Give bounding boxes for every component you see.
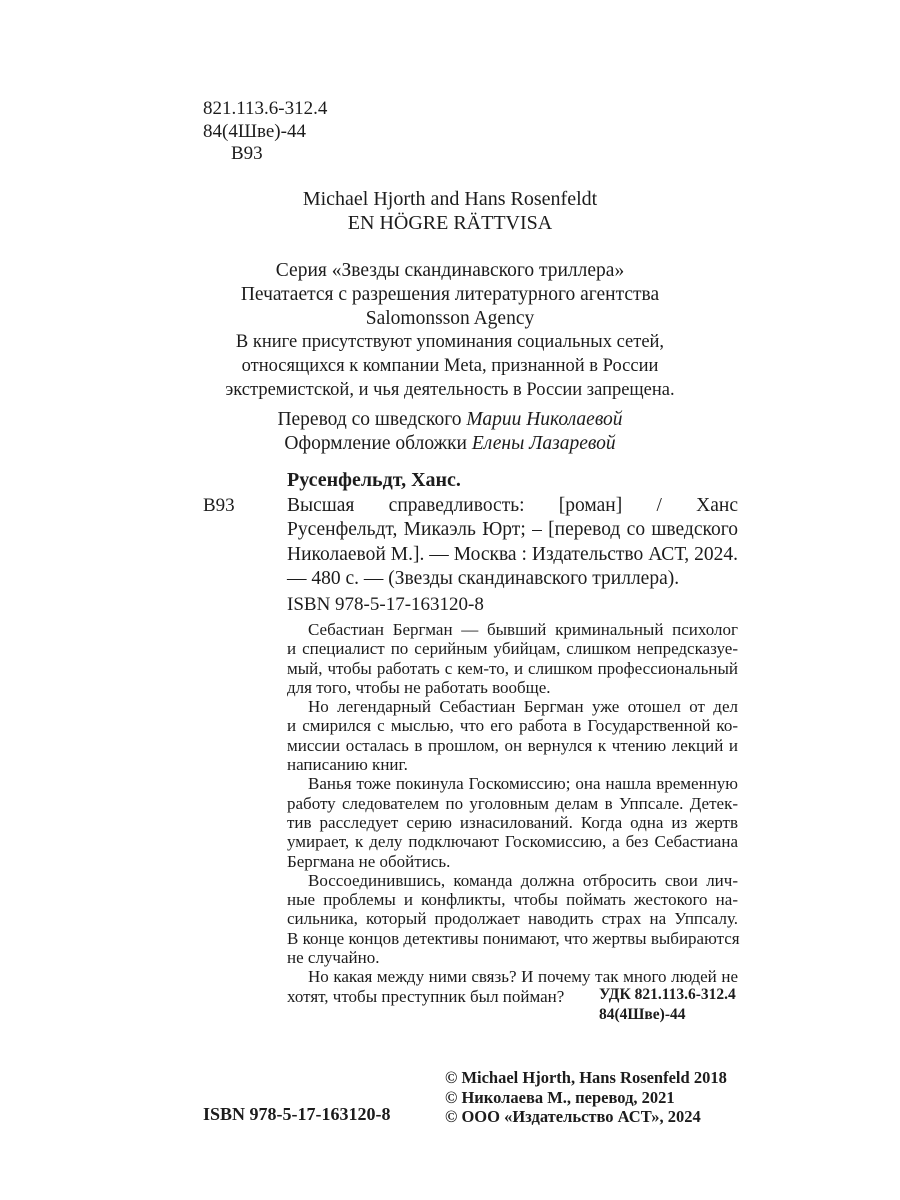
original-authors: Michael Hjorth and Hans Rosenfeldt bbox=[302, 188, 598, 210]
annotation-line: Себастиан Бергман — бывший криминальный психолог bbox=[308, 620, 738, 639]
annotation-line: умирает, к делу подключают Госкомиссию, а без Себастиана bbox=[287, 832, 738, 852]
udk-index: УДК 821.113.6-312.4 bbox=[599, 986, 736, 1003]
footer-isbn: ISBN 978-5-17-163120-8 bbox=[203, 1104, 391, 1124]
annotation-line: ные проблемы и конфликты, чтобы поймать жестокого на- bbox=[287, 890, 738, 910]
catalog-code: В93 bbox=[203, 495, 235, 516]
original-title: EN HÖGRE RÄTTVISA bbox=[347, 212, 553, 234]
annotation-line: Бергмана не обойтись. bbox=[287, 851, 451, 871]
catalog-description bbox=[287, 494, 738, 591]
series-block bbox=[0, 259, 900, 331]
annotation-line: Но какая между ними связь? И почему так много людей не bbox=[308, 967, 738, 987]
bbk-index: 84(4Шве)-44 bbox=[599, 1005, 686, 1023]
author-sign: В93 bbox=[231, 143, 263, 164]
indices-block bbox=[599, 985, 736, 1024]
copyright-line: © Николаева М., перевод, 2021 bbox=[445, 1087, 675, 1107]
annotation-line: работу следователем по уголовным делам в Уппсале. Детек- bbox=[287, 793, 738, 813]
catalog-desc-line: Высшая справедливость: [роман] / Ханс bbox=[287, 495, 738, 516]
catalog-desc-line: Николаевой М.]. — Москва : Издательство АСТ, 2024. bbox=[287, 543, 738, 565]
permission-line-1: Печатается с разрешения литературного агентства bbox=[240, 284, 660, 305]
copyright-block bbox=[445, 1068, 727, 1127]
catalog-desc-line: — 480 с. — (Звезды скандинавского триллера). bbox=[287, 567, 680, 589]
cover-designer-name: Елены Лазаревой bbox=[471, 433, 616, 454]
annotation-line: не случайно. bbox=[287, 948, 380, 968]
notice-line-3: экстремистской, и чья деятельность в России запрещена. bbox=[225, 380, 675, 400]
annotation-line: написанию книг. bbox=[287, 755, 408, 775]
annotation-line: хотят, чтобы преступник был пойман? bbox=[287, 986, 565, 1006]
annotation-line: и специалист по серийным убийцам, слишком непредсказуе- bbox=[287, 639, 738, 659]
translator-name: Марии Николаевой bbox=[466, 409, 623, 430]
annotation-line: Но легендарный Себастиан Бергман уже отошел от дел bbox=[308, 697, 738, 717]
catalog-author-heading: Русенфельдт, Ханс. bbox=[287, 469, 461, 491]
permission-line-2: Salomonsson Agency bbox=[365, 308, 535, 329]
notice-line-1: В книге присутствуют упоминания социальных сетей, bbox=[235, 332, 665, 352]
copyright-line: © ООО «Издательство АСТ», 2024 bbox=[445, 1107, 701, 1126]
translation-prefix: Перевод со шведского bbox=[277, 409, 467, 430]
credits-block bbox=[0, 408, 900, 456]
annotation-line: и смирился с мыслью, что его работа в Государственной ко- bbox=[287, 716, 738, 736]
catalog-desc-line: Русенфельдт, Микаэль Юрт; – [перевод со шведского bbox=[287, 519, 738, 541]
original-title-block bbox=[0, 187, 900, 235]
catalog-isbn: ISBN 978-5-17-163120-8 bbox=[287, 594, 484, 615]
legal-notice bbox=[0, 330, 900, 402]
annotation-line: В конце концов детективы понимают, что жертвы выбираются bbox=[287, 928, 740, 948]
annotation-line: тив расследует серию изнасилований. Когда одна из жертв bbox=[287, 812, 738, 832]
cover-prefix: Оформление обложки bbox=[284, 433, 472, 454]
cover-credit bbox=[0, 432, 900, 456]
annotation-line: Воссоединившись, команда должна отбросить свои лич- bbox=[308, 870, 738, 890]
annotation-line: мый, чтобы работать с кем-то, и слишком профессиональный bbox=[287, 658, 738, 678]
bbk-code: 84(4Шве)-44 bbox=[203, 120, 306, 142]
annotation-line: для того, чтобы не работать вообще. bbox=[287, 677, 551, 697]
udk-code: 821.113.6-312.4 bbox=[203, 98, 328, 119]
classification-codes bbox=[203, 98, 327, 166]
annotation bbox=[287, 620, 738, 1006]
series-line: Серия «Звезды скандинавского триллера» bbox=[275, 260, 625, 281]
notice-line-2: относящихся к компании Meta, признанной в России bbox=[241, 356, 659, 376]
annotation-line: Ванья тоже покинула Госкомиссию; она нашла временную bbox=[308, 774, 738, 794]
annotation-line: миссии осталась в прошлом, он вернулся к чтению лекций и bbox=[287, 735, 738, 755]
annotation-line: сильника, который продолжает наводить страх на Уппсалу. bbox=[287, 909, 738, 929]
copyright-line: © Michael Hjorth, Hans Rosenfeld 2018 bbox=[445, 1068, 727, 1087]
translation-credit bbox=[0, 408, 900, 432]
